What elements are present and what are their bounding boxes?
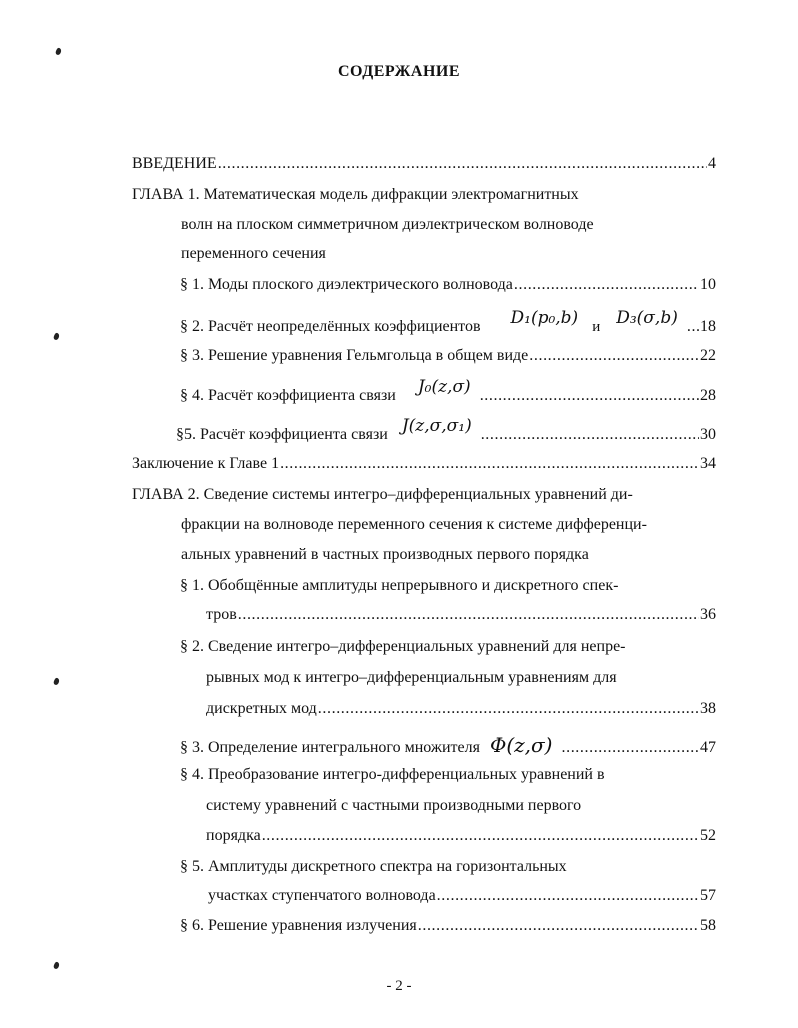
- toc-entry-page: 52: [700, 827, 716, 844]
- toc-entry-page: 10: [700, 276, 716, 293]
- toc-entry-page: 28: [700, 387, 716, 404]
- toc-entry-text: Заключение к Главе 1: [132, 455, 280, 472]
- toc-entry-page: 18: [700, 318, 716, 335]
- toc-leader-dots: [437, 884, 699, 908]
- toc-entry-page: 34: [700, 455, 716, 472]
- toc-entry-page: 57: [700, 887, 716, 904]
- formula-phi: Φ(z,σ): [489, 733, 553, 757]
- chapter-1-title-line: волн на плоском симметричном диэлектрическом волноводе: [181, 216, 594, 233]
- toc-entry-ch2-s1-line: § 1. Обобщённые амплитуды непрерывного и дискретного спек-: [180, 577, 619, 594]
- toc-entry-intro: [132, 152, 716, 176]
- page-number: - 2 -: [386, 978, 412, 994]
- toc-entry-page: 22: [700, 347, 716, 364]
- toc-entry-page: 30: [700, 426, 716, 443]
- toc-leader-dots: [529, 344, 699, 368]
- toc-entry-text: § 3. Определение интегрального множителя: [180, 739, 480, 756]
- toc-entry-ch1-s1: [180, 273, 716, 297]
- chapter-2-title-line: фракции на волноводе переменного сечения к системе дифференци-: [181, 516, 647, 533]
- toc-leader-dots: [418, 914, 699, 938]
- toc-entry-ch2-s3: [180, 733, 716, 757]
- formula-j0: J₀(z,σ): [417, 377, 471, 397]
- scan-speck: [53, 332, 60, 340]
- formula-d3: D₃(σ,b): [616, 308, 678, 328]
- toc-entry-ch2-s4-line: систему уравнений с частными производными первого: [206, 797, 582, 814]
- toc-entry-ch2-s4: [206, 824, 716, 848]
- chapter-1-title-line: переменного сечения: [181, 245, 326, 262]
- toc-entry-page: 38: [700, 700, 716, 717]
- toc-entry-text: § 3. Решение уравнения Гельмгольца в общем виде: [180, 347, 529, 364]
- toc-entry-text: дискретных мод: [206, 700, 317, 717]
- toc-entry-text: § 6. Решение уравнения излучения: [180, 917, 417, 934]
- toc-leader-dots: [481, 423, 699, 447]
- chapter-2-title-line: альных уравнений в частных производных первого порядка: [181, 546, 589, 563]
- toc-entry-conclusion-1: [132, 452, 716, 476]
- scan-speck: [53, 677, 60, 685]
- toc-entry-ch2-s4-line: § 4. Преобразование интегро-дифференциальных уравнений в: [180, 766, 605, 783]
- toc-entry-text: тров: [206, 606, 237, 623]
- toc-entry-text: § 2. Расчёт неопределённых коэффициентов: [180, 318, 481, 335]
- toc-entry-ch1-s5: [176, 416, 716, 446]
- toc-leader-dots: [262, 824, 699, 848]
- page-title: СОДЕРЖАНИЕ: [337, 63, 461, 80]
- toc-entry-text: порядка: [206, 827, 261, 844]
- toc-entry-ch2-s2: [206, 697, 716, 721]
- toc-leader-dots: [238, 603, 699, 627]
- scan-speck: [55, 47, 62, 55]
- toc-entry-text: участках ступенчатого волновода: [208, 887, 436, 904]
- toc-entry-page: 47: [700, 739, 716, 756]
- toc-entry-text: § 4. Расчёт коэффициента связи: [180, 387, 396, 404]
- toc-entry-ch2-s1: [206, 603, 716, 627]
- chapter-1-title-line: ГЛАВА 1. Математическая модель дифракции электромагнитных: [132, 186, 579, 203]
- toc-leader-dots: [687, 315, 699, 339]
- toc-leader-dots: [562, 736, 700, 760]
- formula-d1: D₁(p₀,b): [510, 308, 579, 328]
- toc-leader-dots: [318, 697, 699, 721]
- toc-entry-ch2-s5-line: § 5. Амплитуды дискретного спектра на горизонтальных: [180, 858, 567, 875]
- toc-entry-text: §5. Расчёт коэффициента связи: [176, 426, 388, 443]
- toc-leader-dots: [218, 152, 707, 176]
- toc-entry-ch1-s4: [180, 377, 716, 407]
- toc-entry-ch2-s5: [208, 884, 716, 908]
- conjunction-text: и: [592, 319, 601, 335]
- toc-leader-dots: [514, 273, 699, 297]
- toc-leader-dots: [280, 452, 699, 476]
- toc-entry-page: 58: [700, 917, 716, 934]
- toc-entry-ch2-s2-line: рывных мод к интегро–дифференциальным уравнениям для: [206, 669, 617, 686]
- toc-leader-dots: [480, 384, 699, 408]
- toc-entry-page: 36: [700, 606, 716, 623]
- toc-entry-page: 4: [708, 155, 716, 172]
- toc-entry-ch2-s6: [180, 914, 716, 938]
- toc-entry-ch1-s2: [180, 308, 716, 338]
- toc-entry-ch1-s3: [180, 344, 716, 368]
- toc-entry-text: § 1. Моды плоского диэлектрического волновода: [180, 276, 513, 293]
- toc-entry-ch2-s2-line: § 2. Сведение интегро–дифференциальных уравнений для непре-: [180, 638, 626, 655]
- scan-speck: [53, 961, 60, 969]
- toc-entry-text: ВВЕДЕНИЕ: [132, 155, 217, 172]
- chapter-2-title-line: ГЛАВА 2. Сведение системы интегро–дифференциальных уравнений ди-: [132, 486, 633, 503]
- formula-j: J(z,σ,σ₁): [401, 416, 472, 436]
